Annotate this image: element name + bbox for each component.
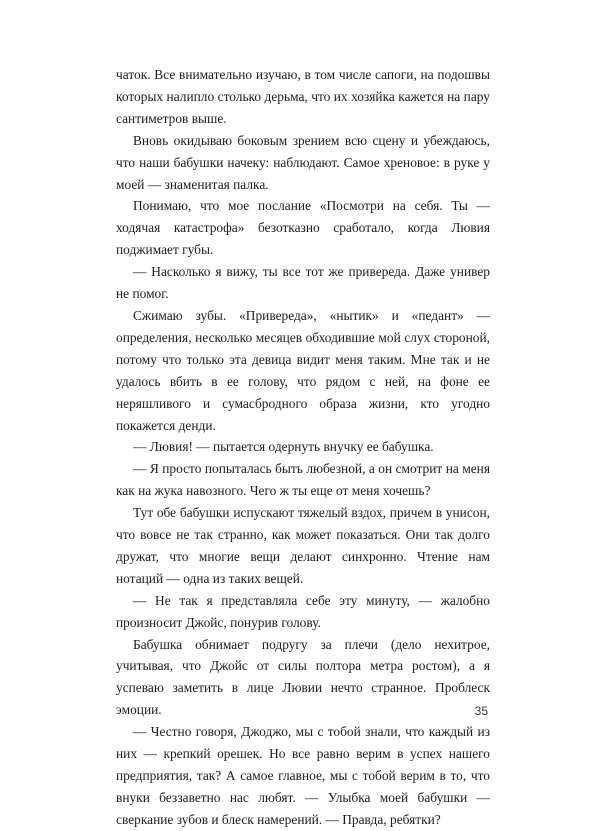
paragraph: — Я просто попыталась быть любезной, а он смотрит на меня как на жука навозного. Чего ж ты еще от меня хочешь? xyxy=(116,461,490,499)
paragraph: Вновь окидываю боковым зрением всю сцену и убеждаюсь, что наши бабушки начеку: наблюдают. Самое хреновое: в руке у моей — знаменитая палка. xyxy=(116,132,490,192)
paragraph: — Честно говоря, Джоджо, мы с тобой знали, что каждый из них — крепкий орешек. Но все равно верим в успех нашего предприятия, так? А самое главное, мы с тобой верим в то, что внуки беззаветно нас любят. — Улыбка моей бабушки — сверкание зубов и блеск намерений. — Правда, ребятки? xyxy=(116,724,490,827)
paragraph: Бабушка обнимает подругу за плечи (дело нехитрое, учитывая, что Джойс от силы полтора метра ростом), а я успеваю заметить в лице Лювии нечто странное. Проблеск эмоции. xyxy=(116,636,490,718)
paragraph: — Лювия! — пытается одернуть внучку ее бабушка. xyxy=(133,439,434,455)
paragraph: Сжимаю зубы. «Привереда», «нытик» и «педант» — определения, несколько месяцев обходившие мой слух стороной, потому что только эта девица видит меня таким. Мне так и не удалось вбить в ее голову, что рядом с ней, на фоне ее неряшливого и сумасбродного образа жизни, кто угодно покажется денди. xyxy=(116,307,490,433)
page-body-text xyxy=(116,64,490,831)
paragraph: Понимаю, что мое послание «Посмотри на себя. Ты — ходячая катастрофа» безотказно сработало, когда Лювия поджимает губы. xyxy=(116,198,490,258)
paragraph: чаток. Все внимательно изучаю, в том числе сапоги, на подошвы которых налипло столько дерьма, что их хозяйка кажется на пару сантиметров выше. xyxy=(116,67,490,126)
page-number: 35 xyxy=(474,704,488,718)
paragraph: — Не так я представляла себе эту минуту, — жалобно произносит Джойс, понурив голову. xyxy=(116,592,490,630)
paragraph: Тут обе бабушки испускают тяжелый вздох, причем в унисон, что вовсе не так странно, как может показаться. Они так долго дружат, что многие вещи делают синхронно. Чтение нам нотаций — одна из таких вещей. xyxy=(116,505,490,586)
paragraph: — Насколько я вижу, ты все тот же привереда. Даже универ не помог. xyxy=(116,264,490,302)
